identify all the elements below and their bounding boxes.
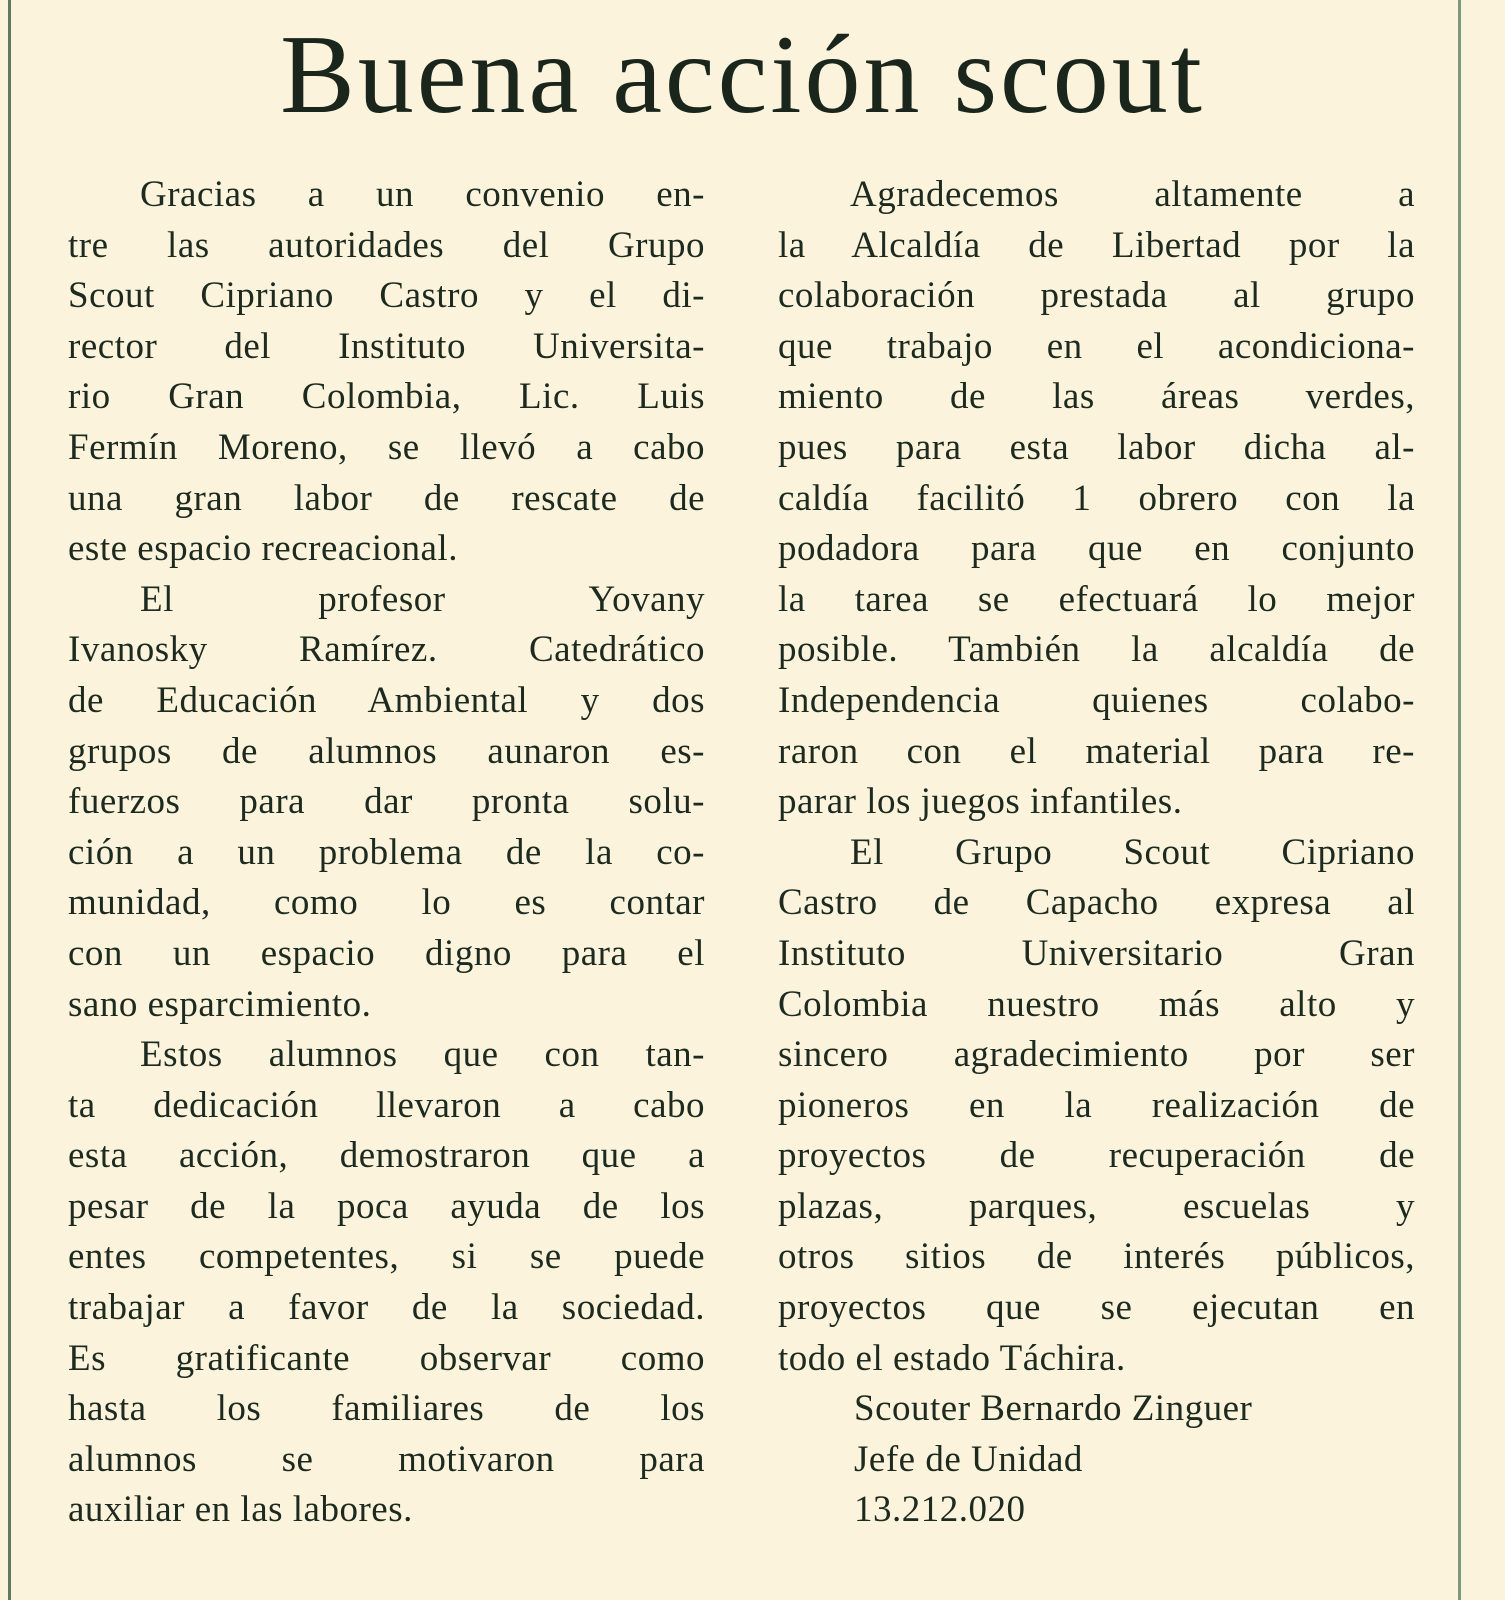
text-line: Independencia quienes colabo- — [778, 679, 1415, 721]
signature-line: 13.212.020 — [854, 1489, 1026, 1531]
text-line: de Educación Ambiental y dos — [68, 679, 705, 721]
text-line: tre las autoridades del Grupo — [68, 224, 705, 266]
text-line: podadora para que en conjunto — [778, 528, 1415, 570]
text-line: pesar de la poca ayuda de los — [68, 1185, 705, 1227]
text-line: El profesor Yovany — [140, 578, 705, 620]
text-line: proyectos que se ejecutan en — [778, 1287, 1415, 1329]
text-line: con un espacio digno para el — [68, 932, 705, 974]
text-line: Instituto Universitario Gran — [778, 932, 1415, 974]
text-line: rector del Instituto Universita- — [68, 325, 705, 367]
article-column-right — [778, 170, 1415, 1536]
text-line: caldía facilitó 1 obrero con la — [778, 477, 1415, 519]
text-line: plazas, parques, escuelas y — [778, 1185, 1415, 1227]
paragraph — [68, 1030, 705, 1536]
text-line: Colombia nuestro más alto y — [778, 983, 1415, 1025]
text-line: posible. También la alcaldía de — [778, 629, 1415, 671]
text-line: Gracias a un convenio en- — [140, 174, 705, 215]
signature-line: Jefe de Unidad — [854, 1438, 1083, 1480]
left-border-rule — [8, 0, 11, 1600]
text-line: Ivanosky Ramírez. Catedrático — [68, 629, 705, 671]
text-line: Estos alumnos que con tan- — [140, 1034, 705, 1076]
text-line: Agradecemos altamente a — [850, 174, 1415, 215]
text-line: la Alcaldía de Libertad por la — [778, 224, 1415, 266]
paragraph — [68, 575, 705, 1030]
text-line: la tarea se efectuará lo mejor — [778, 578, 1415, 620]
text-line: El Grupo Scout Cipriano — [850, 831, 1415, 873]
paragraph — [68, 170, 705, 575]
article-column-left — [68, 170, 705, 1536]
text-line: parar los juegos infantiles. — [778, 781, 1183, 823]
text-line: rio Gran Colombia, Lic. Luis — [68, 376, 705, 418]
text-line: raron con el material para re- — [778, 730, 1415, 772]
text-line: fuerzos para dar pronta solu- — [68, 781, 705, 823]
text-line: Castro de Capacho expresa al — [778, 882, 1415, 924]
text-line: ta dedicación llevaron a cabo — [68, 1084, 705, 1126]
text-line: alumnos se motivaron para — [68, 1438, 705, 1480]
text-line: munidad, como lo es contar — [68, 882, 705, 924]
text-line: que trabajo en el acondiciona- — [778, 325, 1415, 367]
text-line: entes competentes, si se puede — [68, 1236, 705, 1278]
text-line: colaboración prestada al grupo — [778, 275, 1415, 317]
text-line: esta acción, demostraron que a — [68, 1135, 705, 1177]
text-line: sincero agradecimiento por ser — [778, 1034, 1415, 1076]
text-line: todo el estado Táchira. — [778, 1337, 1126, 1379]
text-line: grupos de alumnos aunaron es- — [68, 730, 705, 772]
text-line: sano esparcimiento. — [68, 983, 372, 1025]
text-line: auxiliar en las labores. — [68, 1489, 413, 1531]
text-line: ción a un problema de la co- — [68, 831, 705, 873]
text-line: miento de las áreas verdes, — [778, 376, 1415, 418]
text-line: Fermín Moreno, se llevó a cabo — [68, 426, 705, 468]
article-title: Buena acción scout — [280, 13, 1205, 137]
paragraph — [778, 170, 1415, 828]
text-line: hasta los familiares de los — [68, 1388, 705, 1430]
text-line: una gran labor de rescate de — [68, 477, 705, 519]
text-line: trabajar a favor de la sociedad. — [68, 1287, 705, 1329]
text-line: proyectos de recuperación de — [778, 1135, 1415, 1177]
text-line: Es gratificante observar como — [68, 1337, 705, 1379]
signature-line: Scouter Bernardo Zinguer — [854, 1388, 1253, 1430]
text-line: pues para esta labor dicha al- — [778, 426, 1415, 468]
text-line: Scout Cipriano Castro y el di- — [68, 275, 705, 317]
text-line: este espacio recreacional. — [68, 528, 458, 570]
text-line: pioneros en la realización de — [778, 1084, 1415, 1126]
text-line: otros sitios de interés públicos, — [778, 1236, 1415, 1278]
paragraph — [778, 828, 1415, 1385]
right-border-rule — [1458, 0, 1461, 1600]
signature-block — [778, 1384, 1415, 1536]
